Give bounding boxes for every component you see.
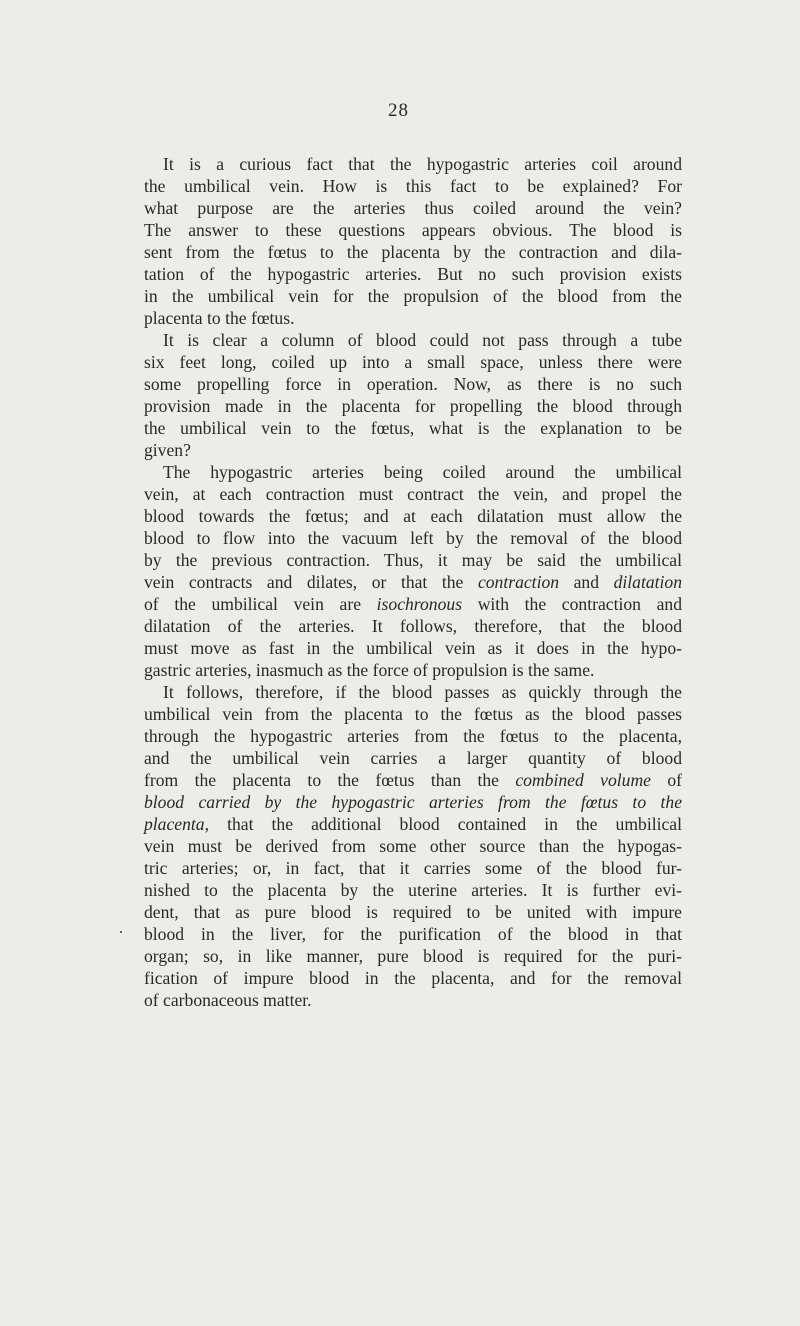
text-line — [144, 637, 682, 659]
text-line — [144, 153, 682, 175]
paragraph — [144, 329, 682, 461]
text-segment: given? — [144, 440, 191, 460]
text-segment: umbilical vein from the placenta to the fœtus as the blood passes — [144, 704, 682, 724]
text-segment: blood towards the fœtus; and at each dilatation must allow the — [144, 506, 682, 526]
text-segment: of carbonaceous matter. — [144, 990, 312, 1010]
text-segment: provision made in the placenta for propelling the blood through — [144, 396, 682, 416]
text-segment: vein must be derived from some other source than the hypogas- — [144, 836, 682, 856]
text-line — [144, 461, 682, 483]
text-line — [144, 439, 682, 461]
text-segment: through the hypogastric arteries from the fœtus to the placenta, — [144, 726, 682, 746]
text-segment: dilatation of the arteries. It follows, therefore, that the blood — [144, 616, 682, 636]
text-line — [144, 615, 682, 637]
text-segment: The answer to these questions appears obvious. The blood is — [144, 220, 682, 240]
text-segment: the umbilical vein. How is this fact to be explained? For — [144, 176, 682, 196]
text-segment: some propelling force in operation. Now, as there is no such — [144, 374, 682, 394]
text-line — [144, 417, 682, 439]
text-line — [144, 571, 682, 593]
text-line — [144, 527, 682, 549]
text-line — [144, 791, 682, 813]
text-line — [144, 923, 682, 945]
text-segment: of the umbilical vein are — [144, 594, 377, 614]
paragraph — [144, 461, 682, 681]
text-segment: vein contracts and dilates, or that the — [144, 572, 478, 592]
text-line — [144, 175, 682, 197]
body-text — [144, 153, 682, 1011]
text-line — [144, 989, 682, 1011]
text-line — [144, 835, 682, 857]
text-line — [144, 307, 682, 329]
italic-text: blood carried by the hypogastric arteries from the fœtus to the — [144, 792, 682, 812]
text-line — [144, 879, 682, 901]
text-segment: six feet long, coiled up into a small space, unless there were — [144, 352, 682, 372]
text-segment: and — [559, 572, 614, 592]
text-line — [144, 681, 682, 703]
page-number: 28 — [388, 100, 409, 121]
text-segment: by the previous contraction. Thus, it may be said the umbilical — [144, 550, 682, 570]
text-line — [144, 505, 682, 527]
italic-text: contraction — [477, 572, 560, 592]
text-segment: gastric arteries, inasmuch as the force of propulsion is the same. — [144, 660, 595, 680]
text-segment: placenta to the fœtus. — [144, 308, 295, 328]
text-line — [144, 373, 682, 395]
text-segment: The hypogastric arteries being coiled around the umbilical — [163, 462, 682, 482]
text-segment: nished to the placenta by the uterine arteries. It is further evi- — [144, 880, 682, 900]
text-segment: and the umbilical vein carries a larger quantity of blood — [144, 748, 682, 768]
text-segment: tation of the hypogastric arteries. But no such provision exists — [144, 264, 682, 284]
italic-text: dilatation — [613, 572, 683, 592]
italic-text: placenta — [144, 814, 205, 834]
text-segment: with the contraction and — [462, 594, 682, 614]
text-segment: the umbilical vein to the fœtus, what is the explanation to be — [144, 418, 682, 438]
text-segment: tric arteries; or, in fact, that it carries some of the blood fur- — [144, 858, 682, 878]
text-line — [144, 263, 682, 285]
text-segment: It is a curious fact that the hypogastric arteries coil around — [163, 154, 682, 174]
italic-text: combined volume — [515, 770, 651, 790]
text-segment: blood to flow into the vacuum left by the removal of the blood — [144, 528, 682, 548]
text-segment: blood in the liver, for the purification of the blood in that — [144, 924, 682, 944]
text-line — [144, 329, 682, 351]
text-segment: what purpose are the arteries thus coiled around the vein? — [144, 198, 682, 218]
text-line — [144, 241, 682, 263]
text-line — [144, 813, 682, 835]
text-segment: organ; so, in like manner, pure blood is required for the puri- — [144, 946, 682, 966]
text-line — [144, 483, 682, 505]
text-line — [144, 725, 682, 747]
text-line — [144, 285, 682, 307]
text-line — [144, 659, 682, 681]
text-line — [144, 967, 682, 989]
text-line — [144, 593, 682, 615]
paragraph — [144, 681, 682, 1011]
text-segment: dent, that as pure blood is required to be united with impure — [144, 902, 682, 922]
text-segment: It is clear a column of blood could not pass through a tube — [163, 330, 682, 350]
text-line — [144, 703, 682, 725]
text-segment: It follows, therefore, if the blood passes as quickly through the — [163, 682, 682, 702]
text-line — [144, 351, 682, 373]
text-line — [144, 197, 682, 219]
text-line — [144, 857, 682, 879]
italic-text: isochronous — [376, 594, 463, 614]
text-line — [144, 395, 682, 417]
text-segment: of — [650, 770, 683, 790]
text-line — [144, 747, 682, 769]
stray-mark: . — [119, 920, 123, 937]
text-line — [144, 219, 682, 241]
text-segment: from the placenta to the fœtus than the — [144, 770, 516, 790]
text-line — [144, 945, 682, 967]
text-segment: vein, at each contraction must contract the vein, and propel the — [144, 484, 682, 504]
text-line — [144, 549, 682, 571]
text-segment: sent from the fœtus to the placenta by the contraction and dila- — [144, 242, 682, 262]
paragraph — [144, 153, 682, 329]
text-line — [144, 769, 682, 791]
text-segment: , that the additional blood contained in the umbilical — [204, 814, 682, 834]
text-segment: fication of impure blood in the placenta, and for the removal — [144, 968, 682, 988]
text-segment: must move as fast in the umbilical vein as it does in the hypo- — [144, 638, 682, 658]
text-line — [144, 901, 682, 923]
text-segment: in the umbilical vein for the propulsion of the blood from the — [144, 286, 682, 306]
